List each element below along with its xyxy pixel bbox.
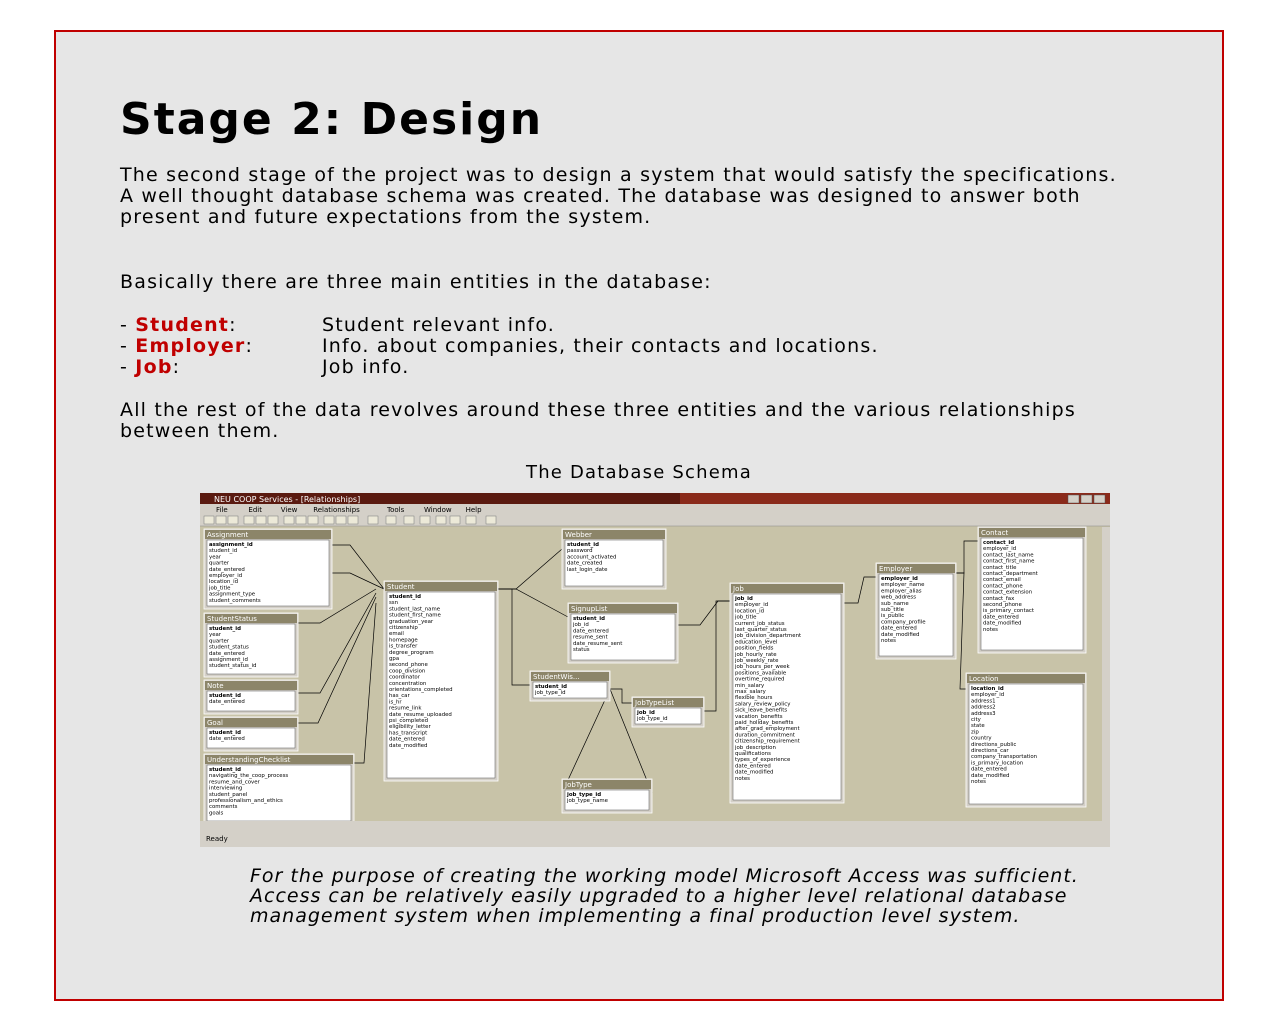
table-field: state xyxy=(971,723,985,730)
schema-caption: The Database Schema xyxy=(526,462,752,483)
table-field: employer_id xyxy=(735,602,769,609)
toolbar-button[interactable] xyxy=(486,516,496,524)
table-field: job_title xyxy=(209,585,231,592)
table-field: student_id xyxy=(573,616,605,622)
table-note[interactable] xyxy=(204,680,298,714)
entity-item-employer: - Employer: Info. about companies, their contacts and locations. xyxy=(120,335,879,357)
table-title: Contact xyxy=(981,529,1009,537)
table-field: student_id xyxy=(209,626,241,632)
table-field: company_profile xyxy=(881,619,926,626)
table-field: job_id xyxy=(735,596,753,602)
table-assignment[interactable] xyxy=(204,529,332,609)
table-field: contact_department xyxy=(983,571,1038,577)
table-field: student_id xyxy=(209,730,241,736)
table-field: sub_name xyxy=(881,600,909,607)
table-field: coordinator xyxy=(389,674,420,681)
table-title: Assignment xyxy=(207,531,249,539)
table-signuplist[interactable] xyxy=(568,603,678,663)
table-field: is_primary_location xyxy=(971,760,1024,767)
table-field: student_id xyxy=(567,542,599,548)
table-field: employer_id xyxy=(881,576,918,582)
window-controls[interactable] xyxy=(1068,495,1105,503)
table-field: quarter xyxy=(209,638,230,645)
table-field: last_login_date xyxy=(567,566,608,573)
table-field: address3 xyxy=(971,710,996,717)
table-field: concentration xyxy=(389,680,427,687)
table-field: max_salary xyxy=(735,689,766,695)
toolbar-button[interactable] xyxy=(436,516,446,524)
table-field: email xyxy=(389,631,404,638)
table-field: student_status xyxy=(209,644,249,651)
table-understandingchecklist[interactable] xyxy=(204,754,354,824)
toolbar-button[interactable] xyxy=(308,516,318,524)
table-field: contact_extension xyxy=(983,589,1033,596)
table-field: directions_car xyxy=(971,748,1009,754)
table-field: job_description xyxy=(735,744,776,751)
horizontal-scrollbar[interactable] xyxy=(200,821,1102,829)
table-field: student_id xyxy=(209,548,238,555)
table-field: year xyxy=(209,632,222,639)
table-field: is_hr xyxy=(389,699,402,706)
table-field: contact_id xyxy=(983,540,1015,546)
table-goal[interactable] xyxy=(204,717,298,751)
table-field: after_grad_employment xyxy=(735,726,800,733)
table-field: password xyxy=(567,548,593,555)
table-field: flexible_hours xyxy=(735,695,773,702)
menu-edit[interactable]: Edit xyxy=(248,506,262,514)
table-field: last_quarter_status xyxy=(735,627,787,633)
table-field: job_hourly_rate xyxy=(735,651,777,658)
table-studentstatus[interactable] xyxy=(204,613,298,677)
vertical-scrollbar[interactable] xyxy=(1102,527,1110,829)
toolbar-button[interactable] xyxy=(420,516,430,524)
table-studentwis[interactable] xyxy=(530,671,610,701)
table-field: overtime_required xyxy=(735,676,785,683)
table-field: job_weekly_rate xyxy=(735,658,779,664)
table-field: comments xyxy=(209,804,238,811)
table-location[interactable] xyxy=(966,673,1086,807)
table-field: zip xyxy=(971,729,979,736)
table-student[interactable] xyxy=(384,581,498,781)
table-field: account_activated xyxy=(567,554,617,561)
entity-desc: Student relevant info. xyxy=(322,314,556,336)
table-title: Goal xyxy=(207,719,223,727)
table-field: second_phone xyxy=(983,602,1022,608)
table-title: StudentStatus xyxy=(207,615,257,623)
menu-view[interactable]: View xyxy=(280,506,298,514)
table-title: Job xyxy=(733,585,744,593)
entity-desc: Job info. xyxy=(322,356,410,378)
table-field: sub_title xyxy=(881,607,904,613)
table-field: contact_fax xyxy=(983,595,1015,602)
table-field: date_modified xyxy=(881,631,920,638)
table-job[interactable] xyxy=(730,583,844,803)
table-title: Note xyxy=(207,682,224,690)
table-field: vacation_benefits xyxy=(735,713,783,720)
table-field: navigating_the_coop_process xyxy=(209,773,289,780)
slide xyxy=(54,30,1224,1001)
table-field: homepage xyxy=(389,637,418,644)
entity-item-student: - Student: Student relevant info. xyxy=(120,314,556,336)
menu-relationships[interactable]: Relationships xyxy=(313,506,360,514)
table-field: date_entered xyxy=(209,699,245,706)
table-field: job_title xyxy=(735,614,757,621)
table-jobtype[interactable] xyxy=(562,779,652,813)
table-field: is_public xyxy=(881,613,905,620)
relationships-paragraph: All the rest of the data revolves around these three entities and the various relationships between them. xyxy=(120,399,1076,442)
table-field: location_id xyxy=(209,579,239,586)
entity-item-job: - Job: Job info. xyxy=(120,356,410,378)
table-field: notes xyxy=(881,638,896,644)
table-field: job_hours_per_week xyxy=(735,664,790,671)
window-title: NEU COOP Services - [Relationships] xyxy=(214,495,361,504)
toolbar-button[interactable] xyxy=(348,516,358,524)
table-field: resume_sent xyxy=(573,634,608,641)
table-field: job_type_name xyxy=(567,798,608,805)
table-field: citizenship_requirement xyxy=(735,738,800,745)
access-note: For the purpose of creating the working model Microsoft Access was sufficient. Access can be relatively easily upgraded to a higher level relational database management system when implementing a final production level system. xyxy=(250,865,1079,927)
toolbar-button[interactable] xyxy=(284,516,294,524)
table-field: min_salary xyxy=(735,682,765,689)
toolbar-button[interactable] xyxy=(404,516,414,524)
table-field: date_entered xyxy=(573,628,609,635)
table-employer[interactable] xyxy=(876,563,956,659)
table-field: student_comments xyxy=(209,597,261,604)
table-field: degree_program xyxy=(389,649,434,656)
table-field: year xyxy=(209,554,222,561)
table-title: JobType xyxy=(565,781,592,789)
table-field: contact_last_name xyxy=(983,552,1034,559)
table-title: Student xyxy=(387,583,415,591)
table-field: is_transfer xyxy=(389,643,418,650)
toolbar-button[interactable] xyxy=(228,516,238,524)
toolbar-button[interactable] xyxy=(296,516,306,524)
table-field: date_entered xyxy=(983,614,1019,621)
table-field: student_id xyxy=(389,594,421,600)
table-field: job_type_id xyxy=(567,792,602,798)
table-field: second_phone xyxy=(389,662,428,669)
toolbar-button[interactable] xyxy=(368,516,378,524)
menu-help[interactable]: Help xyxy=(465,506,482,514)
table-title: JobTypeList xyxy=(635,699,675,707)
table-field: date_entered xyxy=(209,650,245,657)
table-field: has_car xyxy=(389,693,410,700)
table-field: education_level xyxy=(735,639,778,646)
toolbar-button[interactable] xyxy=(466,516,476,524)
table-field: location_id xyxy=(971,686,1004,692)
table-field: qualifications xyxy=(735,751,771,757)
entity-desc: Info. about companies, their contacts and locations. xyxy=(322,335,879,357)
table-field: student_panel xyxy=(209,791,248,798)
table-field: position_fields xyxy=(735,645,774,652)
table-title: UnderstandingChecklist xyxy=(207,756,291,764)
access-relationships-screenshot xyxy=(200,493,1110,847)
table-field: is_primary_contact xyxy=(983,608,1034,615)
table-field: employer_id xyxy=(209,573,243,579)
status-text: Ready xyxy=(206,835,228,843)
intro-paragraph: The second stage of the project was to design a system that would satisfy the specifications. A well thought database schema was created. The database was designed to answer both present and future expectations from the system. xyxy=(120,164,1117,228)
table-field: date_entered xyxy=(209,736,245,743)
table-field: resume_and_cover xyxy=(209,779,260,786)
table-field: goals xyxy=(209,810,224,817)
menu-file[interactable]: File xyxy=(216,506,228,514)
table-title: StudentWis... xyxy=(533,673,580,681)
entity-term: Job xyxy=(135,356,173,378)
table-field: contact_email xyxy=(983,577,1021,584)
maximize-button[interactable] xyxy=(1081,495,1092,503)
table-field: job_id xyxy=(573,622,589,629)
table-field: gpa xyxy=(389,656,400,662)
table-title: Employer xyxy=(879,565,913,573)
table-field: orientations_completed xyxy=(389,687,453,693)
table-field: date_modified xyxy=(983,620,1022,627)
table-field: paid_holiday_benefits xyxy=(735,720,794,726)
table-field: notes xyxy=(983,626,998,633)
table-field: resume_link xyxy=(389,705,422,712)
entities-intro: Basically there are three main entities in the database: xyxy=(120,271,712,293)
table-title: Webber xyxy=(565,531,592,539)
table-field: job_id xyxy=(637,710,655,716)
table-title: Location xyxy=(969,675,999,683)
table-field: country xyxy=(971,735,992,742)
table-field: contact_first_name xyxy=(983,558,1035,565)
table-field: types_of_experience xyxy=(735,757,791,764)
table-field: company_transportation xyxy=(971,754,1038,761)
toolbar-button[interactable] xyxy=(256,516,266,524)
toolbar-button[interactable] xyxy=(324,516,334,524)
table-field: employer_alias xyxy=(881,588,922,595)
table-jobtypelist[interactable] xyxy=(632,697,704,727)
table-field: status xyxy=(573,647,590,653)
table-field: has_transcript xyxy=(389,730,428,737)
table-field: date_entered xyxy=(971,766,1007,773)
table-field: citizenship xyxy=(389,625,418,631)
minimize-button[interactable] xyxy=(1068,495,1079,503)
table-field: interviewing xyxy=(209,785,243,792)
table-field: student_id xyxy=(209,693,241,699)
table-field: eligibility_letter xyxy=(389,724,431,731)
table-field: date_modified xyxy=(971,772,1010,779)
table-field: date_entered xyxy=(881,625,917,632)
table-field: date_entered xyxy=(735,763,771,770)
toolbar-button[interactable] xyxy=(204,516,214,524)
table-field: assignment_type xyxy=(209,591,256,598)
table-field: quarter xyxy=(209,560,230,567)
toolbar-button[interactable] xyxy=(386,516,396,524)
table-field: address2 xyxy=(971,704,996,711)
entity-list xyxy=(120,315,879,378)
table-field: sick_leave_benefits xyxy=(735,707,788,714)
table-field: directions_public xyxy=(971,741,1017,748)
table-field: assignment_id xyxy=(209,657,248,663)
entity-term: Employer xyxy=(135,335,246,357)
table-field: date_entered xyxy=(389,736,425,743)
menu-tools[interactable]: Tools xyxy=(387,506,405,514)
toolbar-button[interactable] xyxy=(336,516,346,524)
toolbar-button[interactable] xyxy=(268,516,278,524)
table-field: employer_id xyxy=(971,692,1005,699)
table-field: student_id xyxy=(535,684,567,690)
table-field: employer_id xyxy=(983,546,1017,553)
table-field: contact_phone xyxy=(983,583,1023,590)
status-bar xyxy=(200,829,1110,847)
table-field: location_id xyxy=(735,608,765,615)
table-field: notes xyxy=(971,779,986,785)
table-field: current_job_status xyxy=(735,620,785,627)
table-field: assignment_id xyxy=(209,542,253,548)
table-field: date_resume_sent xyxy=(573,640,623,647)
table-field: city xyxy=(971,717,981,723)
table-field: duration_commitment xyxy=(735,732,795,739)
table-field: job_division_department xyxy=(735,633,802,640)
table-field: date_resume_uploaded xyxy=(389,711,452,718)
table-contact[interactable] xyxy=(978,527,1086,653)
table-field: employer_name xyxy=(881,582,925,589)
table-field: date_modified xyxy=(389,742,428,749)
table-field: student_id xyxy=(209,767,241,773)
table-field: graduation_year xyxy=(389,618,434,625)
table-field: notes xyxy=(735,775,750,782)
table-field: student_last_name xyxy=(389,606,441,613)
table-webber[interactable] xyxy=(562,529,666,589)
table-field: salary_review_policy xyxy=(735,701,791,708)
table-field: job_type_id xyxy=(637,716,668,723)
table-field: web_address xyxy=(881,594,917,601)
table-title: SignupList xyxy=(571,605,608,613)
entity-term: Student xyxy=(135,314,230,336)
table-field: student_first_name xyxy=(389,612,441,619)
table-field: psi_completed xyxy=(389,718,429,724)
slide-title: Stage 2: Design xyxy=(120,94,544,145)
menu-items[interactable] xyxy=(216,506,482,514)
menu-window[interactable]: Window xyxy=(424,506,452,514)
table-field: address1 xyxy=(971,698,996,705)
table-field: date_created xyxy=(567,560,603,567)
table-field: ssn xyxy=(389,600,399,607)
toolbar-button[interactable] xyxy=(216,516,226,524)
table-field: student_status_id xyxy=(209,663,257,670)
table-field: contact_title xyxy=(983,564,1017,571)
table-field: date_entered xyxy=(209,566,245,573)
close-button[interactable] xyxy=(1094,495,1105,503)
table-field: date_modified xyxy=(735,769,774,776)
table-field: job_type_id xyxy=(535,690,566,697)
table-field: positions_available xyxy=(735,670,787,677)
table-field: coop_division xyxy=(389,668,426,675)
toolbar-button[interactable] xyxy=(450,516,460,524)
toolbar-button[interactable] xyxy=(244,516,254,524)
table-field: professionalism_and_ethics xyxy=(209,798,283,804)
